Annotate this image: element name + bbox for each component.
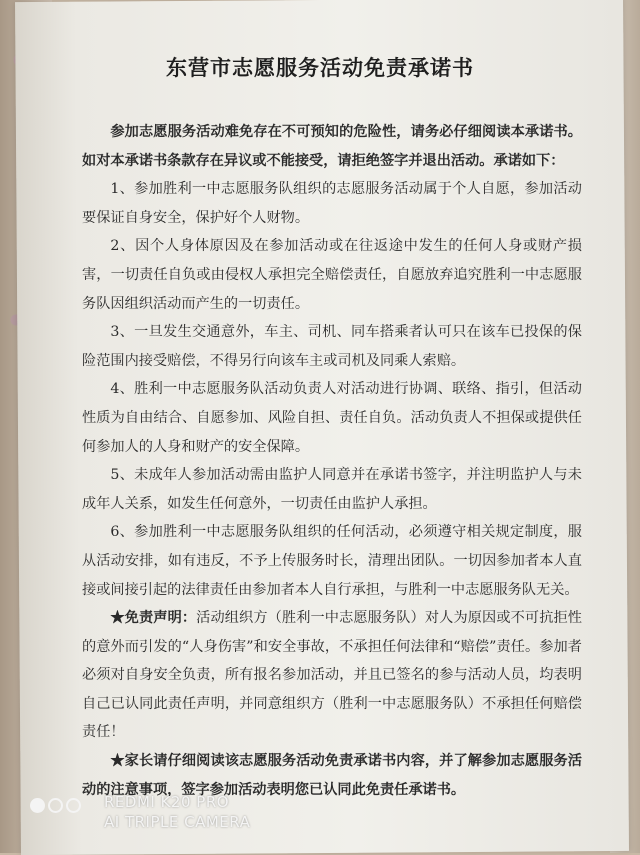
disclaimer-lead: ★免责声明：	[110, 610, 197, 627]
disclaimer-paragraph	[82, 604, 582, 747]
clause-2: 2、因个人身体原因及在参加活动或在往返途中发生的任何人身或财产损害，一切责任自负或由侵权人承担完全赔偿责任，自愿放弃追究胜利一中志愿服务队因组织活动而产生的一切责任。	[82, 238, 582, 312]
disclaimer-body: 活动组织方（胜利一中志愿服务队）对人为原因或不可抗拒性的意外而引发的“人身伤害”和安全事故，不承担任何法律和“赔偿”责任。参加者必须对自身安全负责，所有报名参加活动，并且已签名的参与活动人员，均表明自己已认同此责任声明，并同意组织方（胜利一中志愿服务队）不承担任何赔偿责任！	[82, 610, 582, 741]
clause-1: 1、参加胜利一中志愿服务队组织的志愿服务活动属于个人自愿，参加活动要保证自身安全，保护好个人财物。	[82, 181, 582, 226]
clause-3: 3、一旦发生交通意外，车主、司机、同车搭乘者认可只在该车已投保的保险范围内接受赔偿，不得另行向该车主或司机及同乘人索赔。	[82, 324, 582, 369]
clause-5: 5、未成年人参加活动需由监护人同意并在承诺书签字，并注明监护人与未成年人关系，如发生任何意外，一切责任由监护人承担。	[82, 467, 582, 512]
watermark-model: REDMI K20 PRO	[104, 793, 230, 811]
clause-4: 4、胜利一中志愿服务队活动负责人对活动进行协调、联络、指引，但活动性质为自由结合、自愿参加、风险自担、责任自负。活动负责人不担保或提供任何参加人的人身和财产的安全保障。	[82, 381, 582, 455]
parent-note: ★家长请仔细阅读该志愿服务活动免责承诺书内容，并了解参加志愿服务活动的注意事项，签字参加活动表明您已认同此免责任承诺书。	[82, 753, 582, 798]
document-title: 东营市志愿服务活动免责承诺书	[166, 55, 474, 80]
intro-paragraph: 参加志愿服务活动难免存在不可预知的危险性，请务必仔细阅读本承诺书。如对本承诺书条款存在异议或不能接受，请拒绝签字并退出活动。承诺如下：	[82, 124, 582, 169]
clause-6: 6、参加胜利一中志愿服务队组织的任何活动，必须遵守相关规定制度，服从活动安排，如有违反，不予上传服务时长，清理出团队。一切因参加者本人直接或间接引起的法律责任由参加者本人自行承担，与胜利一中志愿服务队无关。	[82, 524, 582, 598]
camera-dots-icon	[30, 798, 81, 813]
watermark-camera: AI TRIPLE CAMERA	[104, 813, 251, 831]
document-body	[82, 118, 582, 804]
